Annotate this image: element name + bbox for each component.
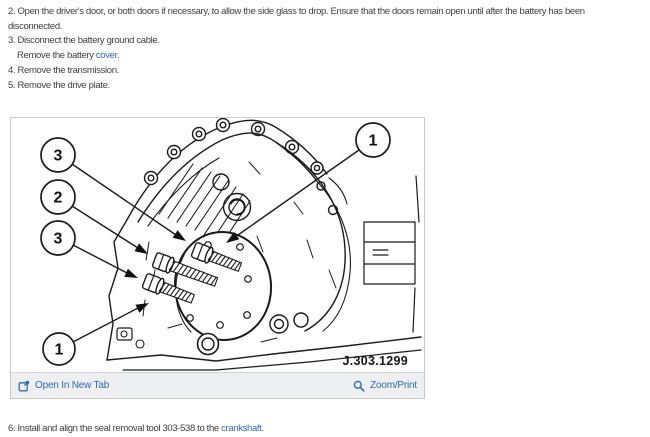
- diagram-panel: [10, 117, 425, 399]
- housing-outer-arc: [128, 121, 327, 219]
- open-in-new-tab-label: Open In New Tab: [35, 380, 110, 392]
- diagram-svg: [11, 118, 424, 372]
- step-2-line-1: 2. Open the driver's door, or both doors if necessary, to allow the side glass to drop. Ensure that the doors remain open until after the battery has been: [8, 6, 585, 17]
- lower-right-boss-outer: [270, 315, 288, 333]
- open-in-new-icon: [18, 380, 30, 392]
- substep-period: .: [116, 50, 120, 62]
- diagram-footer-bar: [11, 372, 424, 398]
- instruction-list: [0, 0, 650, 93]
- lower-right-boss-inner: [275, 320, 284, 329]
- zoom-print-label: Zoom/Print: [370, 380, 417, 392]
- bell-arc-1: [277, 143, 345, 331]
- transmission-diagram: [11, 118, 424, 372]
- magnifier-icon: [353, 380, 365, 392]
- cover-link[interactable]: cover: [95, 50, 117, 62]
- figure-code: J.303.1299: [342, 354, 408, 369]
- substep-text: Remove the battery: [17, 50, 96, 62]
- step-6: [0, 422, 650, 437]
- callout-3-top-label: 3: [53, 147, 63, 165]
- step-5: 5. Remove the drive plate.: [8, 79, 110, 91]
- center-boss-inner: [229, 199, 245, 215]
- step-6-period: .: [261, 423, 264, 435]
- step-3: 3. Disconnect the battery ground cable.: [8, 35, 160, 47]
- right-block-details: [364, 176, 419, 332]
- open-in-new-tab-link[interactable]: [18, 380, 109, 392]
- callout-3-bottom-label: 3: [53, 230, 63, 248]
- lower-right-boss-2: [294, 313, 308, 327]
- callout-1-bottom-label: 1: [54, 341, 64, 359]
- step-6-text: 6. Install and align the seal removal tool 303-538 to the: [8, 423, 222, 435]
- zoom-print-link[interactable]: [353, 380, 417, 392]
- step-2-line-2: disconnected.: [8, 20, 63, 32]
- callout-1-top-right-label: 1: [368, 132, 378, 150]
- left-foot: [117, 328, 132, 340]
- callout-2-label: 2: [53, 189, 63, 207]
- plate-lower-boss-outer: [198, 334, 219, 355]
- left-foot-hole: [121, 331, 127, 337]
- step-3-substep: [8, 49, 646, 64]
- step-4: 4. Remove the transmission.: [8, 64, 119, 76]
- left-small-hole: [136, 340, 144, 348]
- crankshaft-link[interactable]: crankshaft: [221, 423, 262, 435]
